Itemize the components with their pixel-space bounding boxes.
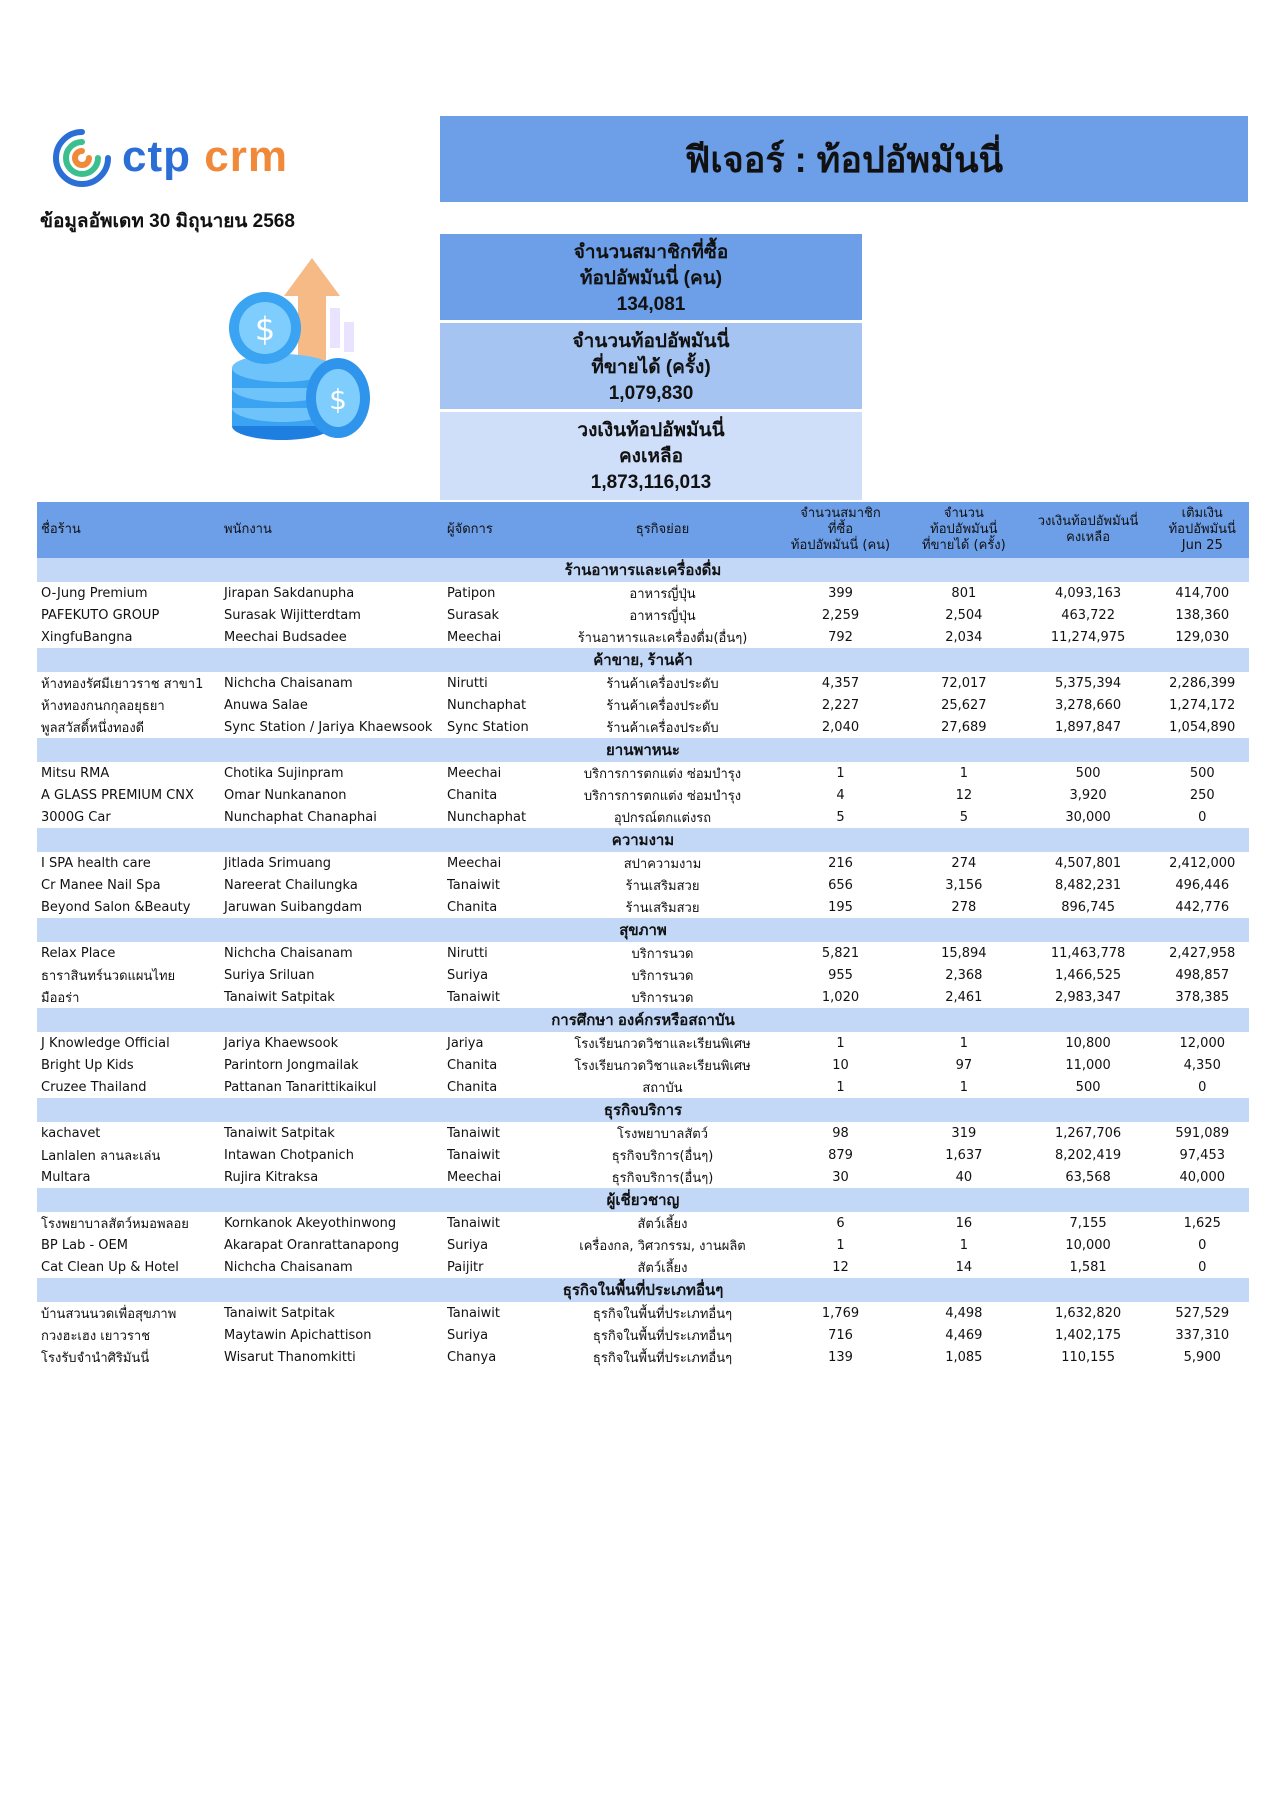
cell-members: 955 — [828, 967, 853, 983]
cell-sold: 27,689 — [941, 719, 987, 735]
stat-balance — [440, 412, 862, 500]
table-row — [37, 762, 1249, 784]
cell-balance: 30,000 — [1065, 809, 1111, 825]
cell-sold: 25,627 — [941, 697, 987, 713]
cell-employee: Pattanan Tanarittikaikul — [224, 1079, 377, 1095]
cell-shop: Bright Up Kids — [41, 1057, 134, 1073]
cell-shop: Mitsu RMA — [41, 765, 110, 781]
cell-shop: ห้างทองรัศมีเยาวราช สาขา1 — [41, 676, 204, 692]
cell-shop: Cat Clean Up & Hotel — [41, 1259, 179, 1275]
cell-sold: 4,469 — [945, 1327, 983, 1343]
cell-balance: 896,745 — [1061, 899, 1115, 915]
cell-balance: 1,632,820 — [1055, 1305, 1122, 1321]
cell-topup: 138,360 — [1175, 607, 1230, 623]
cell-manager: Chanita — [447, 787, 498, 803]
cell-topup: 0 — [1198, 1237, 1207, 1253]
table-row — [37, 626, 1249, 648]
cell-shop: Cr Manee Nail Spa — [41, 877, 161, 893]
title-banner — [440, 116, 1248, 202]
cell-sold: 1 — [959, 1035, 968, 1051]
cell-employee: Anuwa Salae — [224, 697, 308, 713]
cell-manager: Meechai — [447, 765, 502, 781]
cell-manager: Meechai — [447, 1169, 502, 1185]
category-row — [37, 1098, 1249, 1122]
table-row — [37, 1212, 1249, 1234]
cell-topup: 2,427,958 — [1169, 945, 1236, 961]
category-label: การศึกษา องค์กรหรือสถาบัน — [37, 1008, 1249, 1032]
cell-shop: BP Lab - OEM — [41, 1237, 128, 1253]
stat-sold-value: 1,079,830 — [608, 383, 694, 404]
cell-subbusiness: โรงเรียนกวดวิชาและเรียนพิเศษ — [574, 1036, 751, 1052]
table-row — [37, 1346, 1249, 1368]
cell-sold: 14 — [955, 1259, 973, 1275]
table-row — [37, 1144, 1249, 1166]
cell-balance: 1,267,706 — [1055, 1125, 1122, 1141]
cell-sold: 15,894 — [941, 945, 987, 961]
table-row — [37, 1302, 1249, 1324]
cell-balance: 1,581 — [1069, 1259, 1107, 1275]
cell-members: 12 — [832, 1259, 849, 1275]
cell-topup: 2,286,399 — [1169, 675, 1236, 691]
cell-subbusiness: ธุรกิจในพื้นที่ประเภทอื่นๆ — [592, 1306, 733, 1322]
cell-balance: 110,155 — [1061, 1349, 1115, 1365]
cell-members: 10 — [832, 1057, 849, 1073]
cell-members: 792 — [828, 629, 853, 645]
cell-subbusiness: สถาบัน — [642, 1080, 683, 1096]
brand-part-ctp: ctp — [122, 132, 191, 181]
table-row — [37, 1122, 1249, 1144]
cell-manager: Nirutti — [447, 675, 488, 691]
cell-members: 1 — [836, 765, 845, 781]
cell-employee: Parintorn Jongmailak — [224, 1057, 359, 1073]
cell-balance: 8,482,231 — [1055, 877, 1122, 893]
cell-balance: 500 — [1075, 1079, 1101, 1095]
cell-topup: 1,625 — [1183, 1215, 1221, 1231]
brand-part-crm: crm — [204, 132, 288, 181]
cell-balance: 5,375,394 — [1055, 675, 1122, 691]
cell-sold: 4,498 — [945, 1305, 983, 1321]
cell-topup: 414,700 — [1175, 585, 1230, 601]
stat-sold — [440, 323, 862, 409]
stat-members-value: 134,081 — [616, 294, 686, 315]
cell-shop: J Knowledge Official — [41, 1035, 170, 1051]
cell-manager: Chanita — [447, 899, 498, 915]
cell-manager: Meechai — [447, 629, 502, 645]
cell-subbusiness: ร้านค้าเครื่องประดับ — [606, 676, 719, 692]
cell-employee: Nareerat Chailungka — [224, 877, 358, 893]
cell-employee: Jirapan Sakdanupha — [224, 585, 355, 601]
cell-shop: Lanlalen ลานละเล่น — [41, 1148, 161, 1164]
cell-subbusiness: บริการนวด — [631, 946, 694, 962]
cell-sold: 2,504 — [945, 607, 983, 623]
cell-members: 1,020 — [821, 989, 860, 1005]
cell-balance: 1,466,525 — [1055, 967, 1122, 983]
cell-members: 5,821 — [821, 945, 860, 961]
cell-subbusiness: อาหารญี่ปุ่น — [629, 586, 696, 602]
cell-topup: 4,350 — [1183, 1057, 1221, 1073]
cell-members: 879 — [828, 1147, 853, 1163]
category-row — [37, 738, 1249, 762]
cell-manager: Chanita — [447, 1079, 498, 1095]
cell-members: 216 — [828, 855, 853, 871]
cell-employee: Jitlada Srimuang — [224, 855, 332, 871]
cell-balance: 10,000 — [1065, 1237, 1111, 1253]
cell-balance: 7,155 — [1069, 1215, 1107, 1231]
cell-subbusiness: บริการการตกแต่ง ซ่อมบำรุง — [583, 788, 742, 804]
stat-balance-value: 1,873,116,013 — [590, 472, 712, 493]
cell-manager: Tanaiwit — [447, 1305, 500, 1321]
category-row — [37, 558, 1249, 582]
cell-shop: XingfuBangna — [41, 629, 133, 645]
cell-shop: Relax Place — [41, 945, 116, 961]
cell-shop: ธาราสินทร์นวดแผนไทย — [41, 968, 176, 984]
category-label: ความงาม — [37, 828, 1249, 852]
cell-balance: 4,507,801 — [1055, 855, 1122, 871]
table-row — [37, 694, 1249, 716]
cell-shop: Cruzee Thailand — [41, 1079, 147, 1095]
cell-topup: 1,274,172 — [1169, 697, 1236, 713]
category-label: ยานพาหนะ — [37, 738, 1249, 762]
cell-shop: 3000G Car — [41, 809, 111, 825]
cell-shop: กวงฮะเฮง เยาวราช — [41, 1328, 151, 1344]
cell-subbusiness: ร้านอาหารและเครื่องดื่ม(อื่นๆ) — [577, 630, 748, 646]
cell-employee: Wisarut Thanomkitti — [224, 1349, 356, 1365]
cell-employee: Meechai Budsadee — [224, 629, 347, 645]
table-row — [37, 1076, 1249, 1098]
cell-employee: Chotika Sujinpram — [224, 765, 344, 781]
category-row — [37, 648, 1249, 672]
cell-shop: โรงรับจำนำศิริมันนี่ — [41, 1350, 150, 1366]
cell-subbusiness: สปาความงาม — [623, 856, 702, 872]
cell-sold: 2,034 — [945, 629, 983, 645]
table-row — [37, 1166, 1249, 1188]
table-row — [37, 986, 1249, 1008]
cell-sold: 5 — [959, 809, 968, 825]
cell-subbusiness: บริการนวด — [631, 968, 694, 984]
cell-employee: Nichcha Chaisanam — [224, 1259, 353, 1275]
table-row — [37, 852, 1249, 874]
cell-employee: Nunchaphat Chanaphai — [224, 809, 377, 825]
category-row — [37, 1278, 1249, 1302]
cell-employee: Kornkanok Akeyothinwong — [224, 1215, 397, 1231]
cell-topup: 0 — [1198, 809, 1207, 825]
cell-members: 4,357 — [821, 675, 860, 691]
cell-shop: PAFEKUTO GROUP — [41, 607, 160, 623]
cell-employee: Nichcha Chaisanam — [224, 945, 353, 961]
table-row — [37, 896, 1249, 918]
cell-employee: Nichcha Chaisanam — [224, 675, 353, 691]
cell-manager: Nirutti — [447, 945, 488, 961]
cell-sold: 12 — [955, 787, 973, 803]
cell-subbusiness: ธุรกิจในพื้นที่ประเภทอื่นๆ — [592, 1328, 733, 1344]
cell-members: 2,040 — [821, 719, 860, 735]
cell-topup: 500 — [1189, 765, 1215, 781]
cell-sold: 16 — [955, 1215, 973, 1231]
cell-subbusiness: อาหารญี่ปุ่น — [629, 608, 696, 624]
category-row — [37, 1188, 1249, 1212]
cell-balance: 463,722 — [1061, 607, 1115, 623]
cell-sold: 1 — [959, 1237, 968, 1253]
cell-balance: 11,463,778 — [1050, 945, 1126, 961]
table-row — [37, 604, 1249, 626]
cell-balance: 11,274,975 — [1050, 629, 1126, 645]
cell-manager: Surasak — [447, 607, 500, 623]
cell-shop: พูลสวัสดิ์หนึ่งทองดี — [41, 720, 145, 736]
cell-members: 195 — [828, 899, 853, 915]
cell-members: 1 — [836, 1237, 845, 1253]
cell-sold: 2,368 — [945, 967, 983, 983]
cell-members: 2,259 — [821, 607, 860, 623]
table-header-row — [37, 502, 1249, 558]
svg-text:$: $ — [329, 383, 347, 416]
cell-balance: 1,897,847 — [1055, 719, 1122, 735]
cell-topup: 591,089 — [1175, 1125, 1230, 1141]
cell-manager: Nunchaphat — [447, 697, 527, 713]
category-label: ธุรกิจในพื้นที่ประเภทอื่นๆ — [37, 1278, 1249, 1302]
category-label: สุขภาพ — [37, 918, 1249, 942]
cell-topup: 250 — [1189, 787, 1215, 803]
shop-table — [37, 502, 1249, 1368]
cell-shop: Multara — [41, 1169, 91, 1185]
cell-balance: 11,000 — [1065, 1057, 1111, 1073]
cell-members: 4 — [836, 787, 845, 803]
header-topup: เติมเงิน ท้อปอัพมันนี่ Jun 25 — [1156, 502, 1250, 558]
cell-subbusiness: ร้านค้าเครื่องประดับ — [606, 720, 719, 736]
cell-sold: 274 — [951, 855, 977, 871]
update-date: ข้อมูลอัพเดท 30 มิถุนายน 2568 — [40, 211, 295, 232]
header-members: จำนวนสมาชิก ที่ซื้อ ท้อปอัพมันนี่ (คน) — [774, 502, 907, 558]
cell-subbusiness: ร้านค้าเครื่องประดับ — [606, 698, 719, 714]
category-label: ค้าขาย, ร้านค้า — [37, 648, 1249, 672]
cell-manager: Chanya — [447, 1349, 497, 1365]
cell-shop: I SPA health care — [41, 855, 151, 871]
header-employee: พนักงาน — [220, 502, 443, 558]
cell-members: 6 — [836, 1215, 845, 1231]
cell-members: 1 — [836, 1035, 845, 1051]
cell-balance: 3,920 — [1069, 787, 1107, 803]
stat-balance-label: วงเงินท้อปอัพมันนี่ คงเหลือ — [577, 420, 725, 467]
cell-balance: 3,278,660 — [1055, 697, 1122, 713]
table-row — [37, 1054, 1249, 1076]
cell-subbusiness: สัตว์เลี้ยง — [637, 1260, 688, 1276]
cell-balance: 8,202,419 — [1055, 1147, 1122, 1163]
cell-employee: Suriya Sriluan — [224, 967, 315, 983]
cell-manager: Tanaiwit — [447, 1215, 500, 1231]
table-row — [37, 784, 1249, 806]
cell-topup: 40,000 — [1179, 1169, 1225, 1185]
ctp-crm-logo — [50, 124, 320, 194]
cell-balance: 500 — [1075, 765, 1101, 781]
cell-balance: 63,568 — [1065, 1169, 1111, 1185]
table-row — [37, 582, 1249, 604]
cell-topup: 97,453 — [1179, 1147, 1225, 1163]
table-row — [37, 716, 1249, 738]
cell-manager: Tanaiwit — [447, 1147, 500, 1163]
cell-topup: 442,776 — [1175, 899, 1230, 915]
cell-balance: 4,093,163 — [1055, 585, 1122, 601]
cell-sold: 1 — [959, 765, 968, 781]
brand-text — [122, 132, 288, 182]
cell-subbusiness: บริการนวด — [631, 990, 694, 1006]
cell-balance: 10,800 — [1065, 1035, 1111, 1051]
cell-subbusiness: อุปกรณ์ตกแต่งรถ — [613, 810, 712, 826]
category-row — [37, 1008, 1249, 1032]
cell-shop: kachavet — [41, 1125, 101, 1141]
cell-shop: A GLASS PREMIUM CNX — [41, 787, 194, 803]
category-row — [37, 918, 1249, 942]
cell-members: 139 — [828, 1349, 853, 1365]
cell-manager: Nunchaphat — [447, 809, 527, 825]
cell-sold: 801 — [951, 585, 977, 601]
table-row — [37, 1234, 1249, 1256]
cell-shop: ห้างทองกนกกุลอยุธยา — [41, 698, 165, 714]
cell-topup: 5,900 — [1183, 1349, 1221, 1365]
table-row — [37, 942, 1249, 964]
category-label: ธุรกิจบริการ — [37, 1098, 1249, 1122]
cell-members: 1,769 — [821, 1305, 860, 1321]
header-subbusiness: ธุรกิจย่อย — [551, 502, 774, 558]
cell-subbusiness: สัตว์เลี้ยง — [637, 1216, 688, 1232]
stat-members-label: จำนวนสมาชิกที่ซื้อ ท้อปอัพมันนี่ (คน) — [573, 242, 729, 289]
cell-balance: 1,402,175 — [1055, 1327, 1122, 1343]
header-sold: จำนวน ท้อปอัพมันนี่ ที่ขายได้ (ครั้ง) — [907, 502, 1021, 558]
header-balance: วงเงินท้อปอัพมันนี่ คงเหลือ — [1021, 502, 1156, 558]
cell-employee: Maytawin Apichattison — [224, 1327, 372, 1343]
cell-topup: 0 — [1198, 1259, 1207, 1275]
table-row — [37, 964, 1249, 986]
cell-subbusiness: โรงพยาบาลสัตว์ — [617, 1126, 708, 1142]
cell-subbusiness: ร้านเสริมสวย — [625, 878, 700, 894]
table-body — [37, 558, 1249, 1368]
category-label: ร้านอาหารและเครื่องดื่ม — [37, 558, 1249, 582]
cell-members: 1 — [836, 1079, 845, 1095]
cell-topup: 2,412,000 — [1169, 855, 1236, 871]
cell-subbusiness: โรงเรียนกวดวิชาและเรียนพิเศษ — [574, 1058, 751, 1074]
cell-topup: 496,446 — [1175, 877, 1230, 893]
table-row — [37, 806, 1249, 828]
cell-subbusiness: ร้านเสริมสวย — [625, 900, 700, 916]
cell-sold: 319 — [951, 1125, 977, 1141]
table-row — [37, 874, 1249, 896]
cell-members: 716 — [828, 1327, 853, 1343]
cell-sold: 1 — [959, 1079, 968, 1095]
cell-topup: 498,857 — [1175, 967, 1230, 983]
cell-employee: Intawan Chotpanich — [224, 1147, 354, 1163]
stat-members — [440, 234, 862, 320]
cell-manager: Jariya — [447, 1035, 484, 1051]
cell-employee: Surasak Wijitterdtam — [224, 607, 361, 623]
table-row — [37, 1032, 1249, 1054]
cell-sold: 1,637 — [945, 1147, 983, 1163]
cell-sold: 2,461 — [945, 989, 983, 1005]
cell-shop: O-Jung Premium — [41, 585, 148, 601]
cell-members: 30 — [832, 1169, 849, 1185]
cell-members: 399 — [828, 585, 853, 601]
cell-manager: Suriya — [447, 1327, 489, 1343]
cell-employee: Jaruwan Suibangdam — [224, 899, 363, 915]
cell-manager: Meechai — [447, 855, 502, 871]
coins-arrow-up-icon — [220, 248, 380, 448]
cell-topup: 527,529 — [1175, 1305, 1230, 1321]
cell-shop: โรงพยาบาลสัตว์หมอพลอย — [41, 1216, 189, 1232]
cell-manager: Chanita — [447, 1057, 498, 1073]
cell-subbusiness: บริการการตกแต่ง ซ่อมบำรุง — [583, 766, 742, 782]
cell-employee: Tanaiwit Satpitak — [224, 989, 335, 1005]
header-shop: ชื่อร้าน — [37, 502, 220, 558]
category-label: ผู้เชี่ยวชาญ — [37, 1188, 1249, 1212]
cell-subbusiness: ธุรกิจในพื้นที่ประเภทอื่นๆ — [592, 1350, 733, 1366]
cell-subbusiness: เครื่องกล, วิศวกรรม, งานผลิต — [579, 1238, 746, 1254]
cell-sold: 278 — [951, 899, 977, 915]
cell-employee: Sync Station / Jariya Khaewsook — [224, 719, 433, 735]
table-row — [37, 1324, 1249, 1346]
cell-shop: Beyond Salon &Beauty — [41, 899, 191, 915]
table-row — [37, 672, 1249, 694]
cell-manager: Tanaiwit — [447, 1125, 500, 1141]
cell-manager: Paijitr — [447, 1259, 484, 1275]
cell-employee: Jariya Khaewsook — [224, 1035, 339, 1051]
cell-sold: 97 — [955, 1057, 973, 1073]
cell-manager: Sync Station — [447, 719, 529, 735]
stat-sold-label: จำนวนท้อปอัพมันนี่ ที่ขายได้ (ครั้ง) — [572, 331, 730, 378]
cell-manager: Suriya — [447, 967, 489, 983]
cell-sold: 40 — [955, 1169, 973, 1185]
cell-sold: 1,085 — [945, 1349, 983, 1365]
cell-sold: 3,156 — [945, 877, 983, 893]
cell-members: 5 — [836, 809, 845, 825]
cell-balance: 2,983,347 — [1055, 989, 1122, 1005]
table-row — [37, 1256, 1249, 1278]
cell-manager: Patipon — [447, 585, 496, 601]
svg-text:$: $ — [254, 310, 276, 348]
cell-topup: 0 — [1198, 1079, 1207, 1095]
category-row — [37, 828, 1249, 852]
cell-sold: 72,017 — [941, 675, 987, 691]
cell-topup: 129,030 — [1175, 629, 1230, 645]
cell-employee: Akarapat Oranrattanapong — [224, 1237, 400, 1253]
cell-subbusiness: ธุรกิจบริการ(อื่นๆ) — [611, 1148, 714, 1164]
cell-topup: 337,310 — [1175, 1327, 1230, 1343]
cell-employee: Tanaiwit Satpitak — [224, 1305, 335, 1321]
cell-subbusiness: ธุรกิจบริการ(อื่นๆ) — [611, 1170, 714, 1186]
cell-members: 98 — [832, 1125, 849, 1141]
cell-shop: บ้านสวนนวดเพื่อสุขภาพ — [41, 1306, 177, 1322]
cell-topup: 1,054,890 — [1169, 719, 1236, 735]
cell-employee: Omar Nunkananon — [224, 787, 347, 803]
cell-shop: มืออร่า — [41, 990, 80, 1006]
cell-topup: 12,000 — [1179, 1035, 1225, 1051]
cell-employee: Rujira Kitraksa — [224, 1169, 319, 1185]
cell-manager: Tanaiwit — [447, 989, 500, 1005]
ctp-logo-icon — [50, 126, 114, 190]
cell-manager: Suriya — [447, 1237, 489, 1253]
cell-manager: Tanaiwit — [447, 877, 500, 893]
cell-employee: Tanaiwit Satpitak — [224, 1125, 335, 1141]
cell-members: 656 — [828, 877, 853, 893]
header-manager: ผู้จัดการ — [443, 502, 551, 558]
cell-members: 2,227 — [821, 697, 860, 713]
page-title: ฟีเจอร์ : ท้อปอัพมันนี่ — [684, 138, 1004, 180]
cell-topup: 378,385 — [1175, 989, 1230, 1005]
